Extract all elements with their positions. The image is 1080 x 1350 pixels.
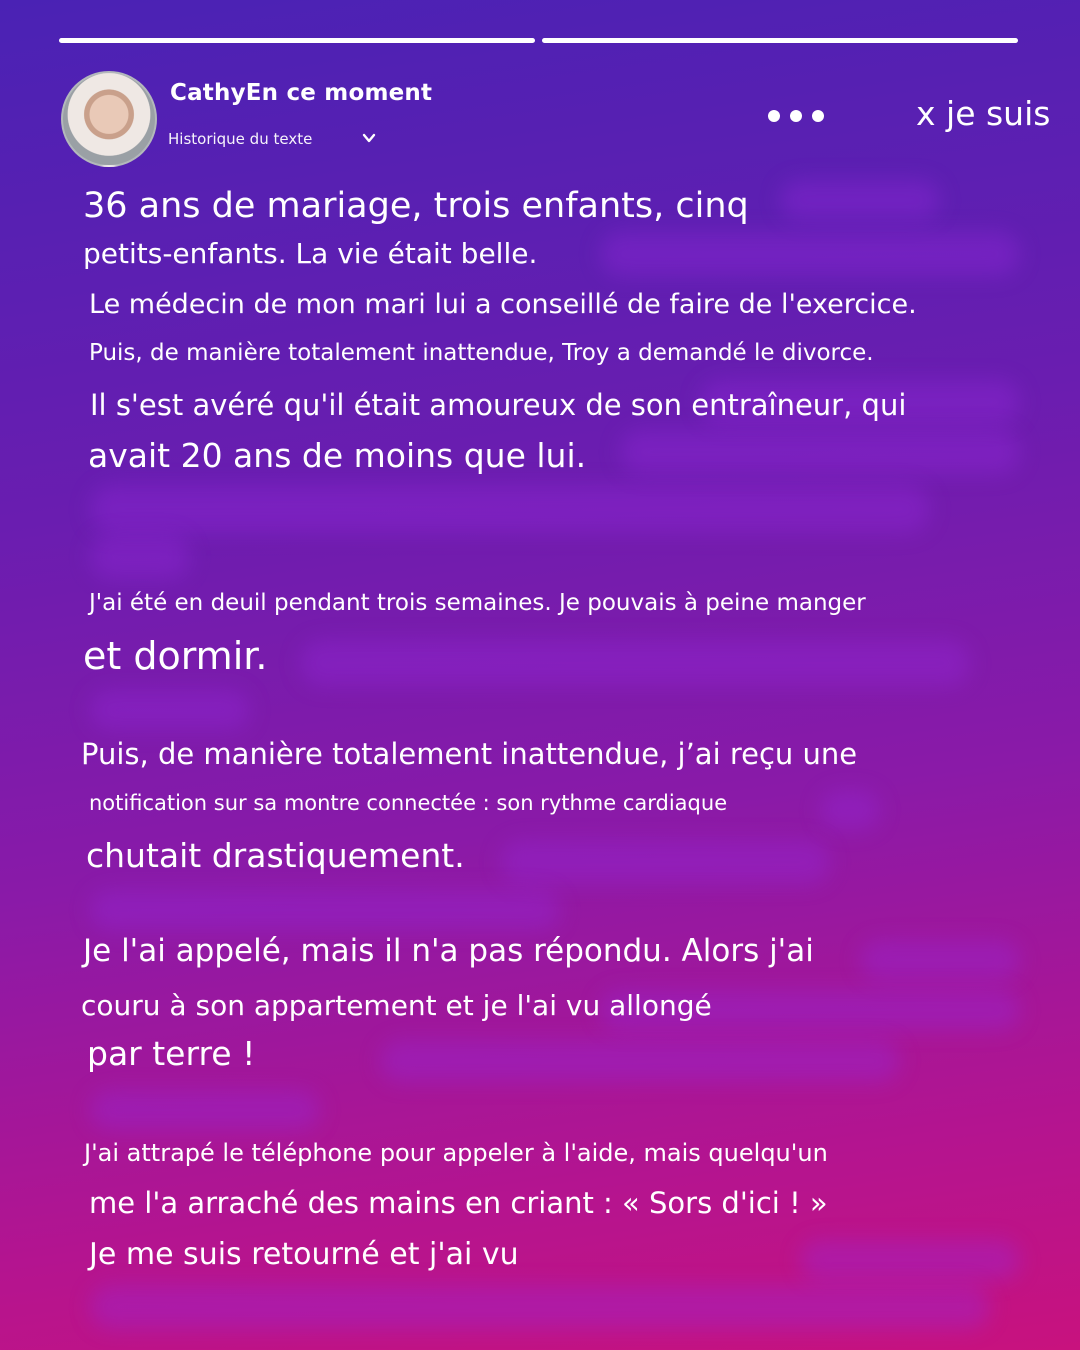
author-name: CathyEn ce moment [170,80,433,106]
story-line: J'ai été en deuil pendant trois semaines. Je pouvais à peine manger [89,590,866,616]
story-line: couru à son appartement et je l'ai vu allongé [81,989,712,1022]
chevron-down-icon[interactable] [362,131,376,145]
story-line: me l'a arraché des mains en criant : « Sors d'ici ! » [89,1186,828,1220]
story-line: chutait drastiquement. [86,836,465,875]
story-progress-segment-1 [59,38,535,43]
story-line: J'ai attrapé le téléphone pour appeler à l'aide, mais quelqu'un [84,1139,828,1167]
text-history-label[interactable]: Historique du texte [168,130,313,148]
story-line: Je l'ai appelé, mais il n'a pas répondu. Alors j'ai [83,933,814,969]
story-line: avait 20 ans de moins que lui. [88,436,587,475]
story-line: par terre ! [87,1034,256,1073]
story-line: Puis, de manière totalement inattendue, j’ai reçu une [81,737,858,771]
story-line: notification sur sa montre connectée : son rythme cardiaque [89,791,728,815]
close-button[interactable]: x je suis [916,94,1051,133]
story-line: et dormir. [83,634,268,678]
story-line: Le médecin de mon mari lui a conseillé de faire de l'exercice. [89,289,917,320]
story-line: Je me suis retourné et j'ai vu [89,1237,519,1272]
more-options-icon[interactable] [768,108,824,124]
story-line: Il s'est avéré qu'il était amoureux de son entraîneur, qui [90,388,907,422]
avatar[interactable] [61,71,157,167]
story-progress-segment-2 [542,38,1018,43]
story-line: 36 ans de mariage, trois enfants, cinq [83,186,749,226]
story-line: petits-enfants. La vie était belle. [83,237,538,270]
story-line: Puis, de manière totalement inattendue, Troy a demandé le divorce. [89,340,874,366]
